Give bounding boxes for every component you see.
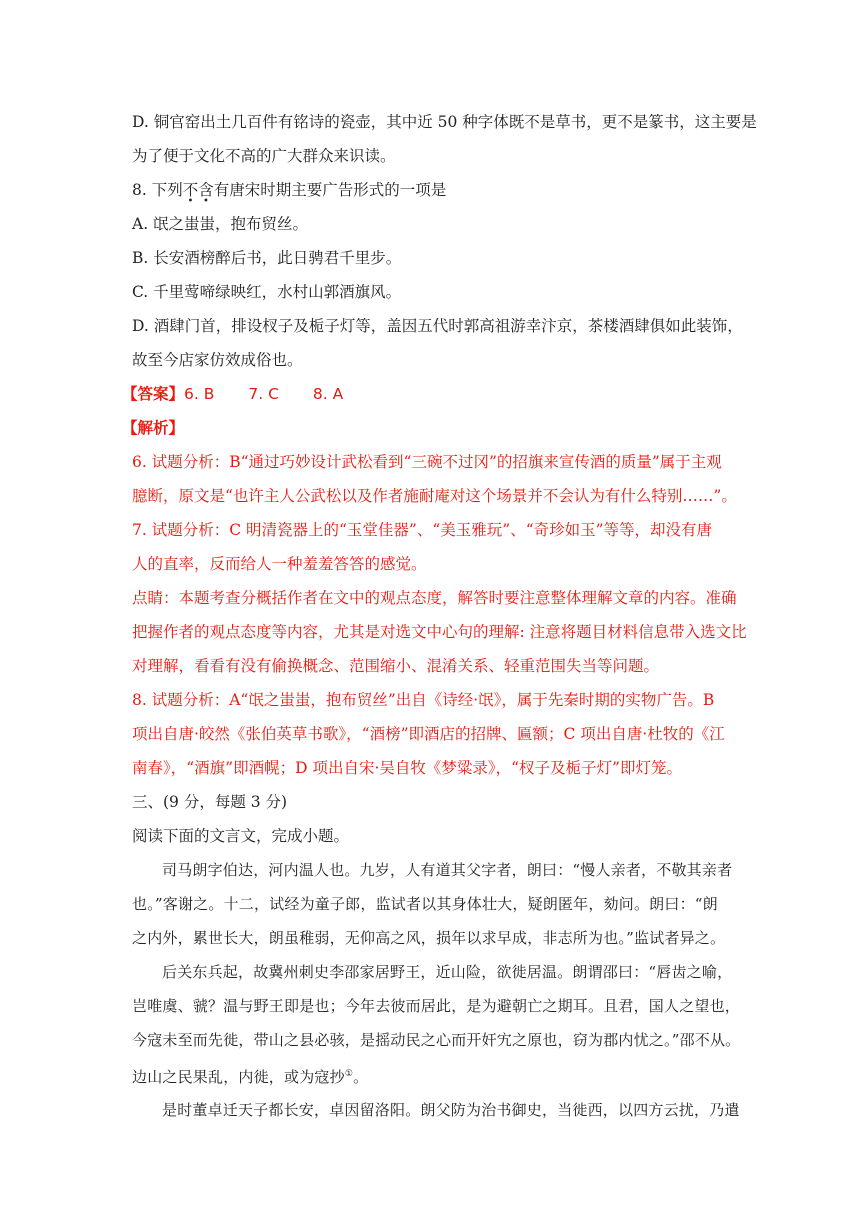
emphasis-char — [182, 181, 199, 207]
answer-item: 6. B — [184, 385, 215, 403]
q8-stem — [132, 180, 732, 207]
answer-label: 【答案】 — [122, 384, 185, 403]
passage-p2-line3: 今寇未至而先徙，带山之县必骇，是摇动民之心而开奸宄之原也，窃为郡内忧之。”邵不从。 — [132, 1031, 741, 1049]
q8-option-d-line2: 故至今店家仿效成俗也。 — [132, 351, 303, 369]
analysis-6-line1: 6. 试题分析：B“通过巧妙设计武松看到“三碗不过冈”的招旗来宣传酒的质量”属于主观 — [132, 453, 722, 471]
analysis-8-line3: 南春》，“酒旗”即酒幌；D 项出自宋·吴自牧《梦粱录》，“杈子及栀子灯”即灯笼。 — [132, 759, 682, 777]
q8-option-b: B. 长安酒榜醉后书，此日骋君千里步。 — [132, 249, 402, 267]
passage-p1-line3: 之内外，累世长大，朗虽稚弱，无仰高之风，损年以求早成，非志所为也。”监试者异之。 — [132, 929, 726, 947]
q8-stem-prefix: 8. 下列 — [132, 181, 183, 199]
footnote-marker: ① — [344, 1069, 354, 1079]
passage-p2-end: 。 — [353, 1068, 369, 1086]
q8-stem-suffix: 有唐宋时期主要广告形式的一项是 — [213, 181, 447, 199]
analysis-6-line2: 臆断，原文是“也许主人公武松以及作者施耐庵对这个场景并不会认为有什么特别……”。 — [132, 487, 737, 505]
analysis-8-line1: 8. 试题分析：A“氓之蚩蚩，抱布贸丝”出自《诗经·氓》，属于先秦时期的实物广告。B — [132, 691, 715, 709]
analysis-8-line2: 项出自唐·皎然《张伯英草书歌》，“酒榜”即酒店的招牌、匾额；C 项出自唐·杜牧的《江 — [132, 725, 725, 743]
analysis-tip-line2: 把握作者的观点态度等内容，尤其是对选文中心句的理解: 注意将题目材料信息带入选文比 — [132, 623, 747, 641]
section3-heading: 三、(9 分，每题 3 分) — [132, 793, 288, 811]
answer-item: 8. A — [312, 385, 344, 403]
emphasis-char-text: 含 — [198, 181, 214, 199]
passage-p2-line4 — [132, 1064, 732, 1087]
section3-intro: 阅读下面的文言文，完成小题。 — [132, 827, 350, 845]
passage-p2-line2: 岂唯虞、虢？温与野王即是也；今年去彼而居此，是为避朝亡之期耳。且君，国人之望也， — [132, 997, 741, 1015]
passage-p2-line4-text: 边山之民果乱，内徙，或为寇抄 — [132, 1068, 345, 1086]
emphasis-dot-icon: • — [187, 196, 194, 207]
analysis-7-line2: 人的直率，反而给人一种羞羞答答的感觉。 — [132, 555, 427, 573]
q7-option-d-line1: D. 铜官窑出土几百件有铭诗的瓷壶，其中近 50 种字体既不是草书，更不是篆书，这主要是 — [132, 113, 757, 131]
q8-option-a: A. 氓之蚩蚩，抱布贸丝。 — [132, 215, 309, 233]
passage-p2-line1: 后关东兵起，故冀州刺史李邵家居野王，近山险，欲徙居温。朗谓邵曰：“唇齿之喻， — [162, 963, 733, 981]
passage-p1-line1: 司马朗字伯达，河内温人也。九岁，人有道其父字者，朗曰：“慢人亲者，不敬其亲者 — [162, 861, 733, 879]
analysis-tip-line1: 点睛：本题考查分概括作者在文中的观点态度，解答时要注意整体理解文章的内容。准确 — [132, 589, 737, 607]
emphasis-dot-icon: • — [203, 196, 209, 207]
passage-p1-line2: 也。”客谢之。十二，试经为童子郎，监试者以其身体壮大，疑朗匿年，劾问。朗曰：“朗 — [132, 895, 718, 913]
analysis-label: 【解析】 — [122, 418, 185, 437]
analysis-7-line1: 7. 试题分析：C 明清瓷器上的“玉堂佳器”、“美玉雅玩”、“奇珍如玉”等等，却没有唐 — [132, 521, 713, 539]
passage-p3-line1: 是时董卓迁天子都长安，卓因留洛阳。朗父防为治书御史，当徙西，以四方云扰，乃遣 — [162, 1101, 740, 1119]
answer-row — [122, 384, 732, 404]
emphasis-char-text: 不 — [182, 181, 199, 199]
analysis-tip-line3: 对理解，看看有没有偷换概念、范围缩小、混淆关系、轻重范围失当等问题。 — [132, 657, 660, 675]
q7-option-d-line2: 为了便于文化不高的广大群众来识读。 — [132, 147, 396, 165]
q8-option-d-line1: D. 酒肆门首，排设杈子及栀子灯等，盖因五代时郭高祖游幸汴京，茶楼酒肆俱如此装饰， — [132, 317, 743, 335]
answer-item: 7. C — [248, 385, 279, 403]
q8-option-c: C. 千里莺啼绿映红，水村山郭酒旗风。 — [132, 283, 402, 301]
emphasis-char — [198, 181, 214, 207]
